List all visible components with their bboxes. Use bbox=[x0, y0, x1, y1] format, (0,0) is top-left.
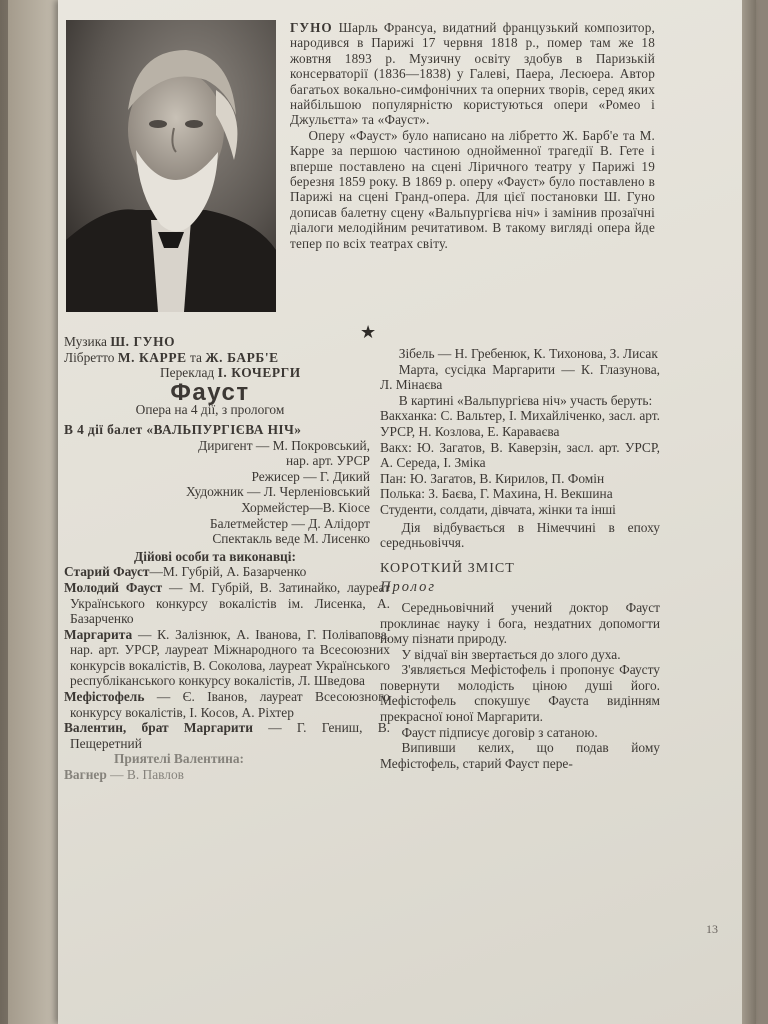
summary-paragraph: Випивши келих, що подав йому Мефістофель, старий Фауст пере- bbox=[380, 740, 660, 771]
composer-name: ГУНО bbox=[290, 20, 333, 35]
role-name: Валентин, брат Маргарити bbox=[64, 720, 253, 736]
summary-paragraph: У відчаї він звертається до злого духа. bbox=[401, 646, 621, 662]
cast-entry bbox=[60, 720, 390, 751]
cast-entry bbox=[60, 580, 390, 627]
performers: — Г. Гениш, В. Пещеретний bbox=[70, 720, 390, 751]
performers: —М. Губрій, А. Базарченко bbox=[149, 564, 307, 580]
bio-paragraph-2: Оперу «Фауст» було написано на лібретто Ж. Барб'е та М. Карре за першою частиною однойменної трагедії В. Гете і вперше поставлено на сцені Ліричного театру у Парижі 19 березня 1859 року. В 1869 р. оперу «Фауст» було поставлено в Парижі на сцені Гранд-опера. Для цієї постановки Ш. Гуно дописав балетну сцену «Вальпургієва ніч» і замінив прозаїчні діалоги мелодійним речитативом. В такому вигляді опера йде тепер по всіх театрах світу. bbox=[290, 127, 655, 251]
summary-heading: КОРОТКИЙ ЗМІСТ bbox=[380, 560, 515, 576]
gounod-portrait bbox=[66, 20, 276, 312]
prologue-heading: Пролог bbox=[380, 579, 437, 596]
summary-paragraph: Середньовічний учений доктор Фауст проклинає науку і бога, нездатних допомогти йому пізнати природу. bbox=[380, 599, 660, 647]
music-composer: Ш. ГУНО bbox=[110, 334, 176, 349]
cast-entry bbox=[60, 564, 390, 580]
summary-paragraph: З'являється Мефістофель і пропонує Фаусту повернути молодість ціною душі його. Мефістофель спокушує Фауста видінням прекрасної юної Маргарити. bbox=[380, 662, 660, 725]
opera-subtitle: Опера на 4 дії, з прологом bbox=[135, 402, 285, 418]
crew-line: Хормейстер—В. Кіосе bbox=[241, 499, 370, 515]
cast-heading: Дійові особи та виконавці: bbox=[134, 548, 296, 564]
libretto-label: Лібретто bbox=[64, 349, 115, 365]
role-name: Маргарита bbox=[64, 626, 133, 642]
crew-line: Режисер — Г. Дикий bbox=[251, 468, 370, 484]
performers: — В. Павлов bbox=[106, 767, 185, 783]
participant-line: Студенти, солдати, дівчата, жінки та інші bbox=[380, 501, 616, 517]
role-name: Вагнер bbox=[64, 767, 107, 783]
credits-column bbox=[60, 334, 390, 783]
crew-line: Балетмейстер — Д. Алідорт bbox=[209, 515, 370, 531]
page-right-shadow bbox=[742, 0, 756, 1024]
translator: І. КОЧЕРГИ bbox=[217, 365, 301, 381]
libretto-and: та bbox=[190, 349, 202, 365]
summary-text bbox=[380, 600, 660, 772]
bio-text-1: Шарль Франсуа, видатний французький композитор, народився в Парижі 17 червня 1818 р., помер там же 18 жовтня 1893 р. Музичну освіту здобув в Паризькій консерваторії (1836—1838) у Галеві, Паера, Лесюера. Автор багатьох вокально-симфонічних та оперних творів, серед яких найбільшою популярністю користуються опери «Ромео і Джульєтта» та «Фауст». bbox=[290, 20, 655, 128]
performers: — Є. Іванов, лауреат Всесоюзного конкурсу вокалістів, І. Косов, А. Ріхтер bbox=[70, 689, 390, 720]
crew-line: нар. арт. УРСР bbox=[286, 453, 370, 469]
translation-label: Переклад bbox=[160, 365, 215, 381]
libretto-author-1: М. КАРРЕ bbox=[117, 349, 187, 365]
setting-note: Дія відбувається в Німеччині в епоху середньовіччя. bbox=[380, 519, 660, 551]
role-name: Молодий Фауст bbox=[64, 579, 163, 595]
page-number: 13 bbox=[706, 922, 718, 936]
participant-line: Вакх: Ю. Загатов, В. Каверзін, засл. арт. УРСР, А. Середа, І. Зміка bbox=[380, 439, 660, 471]
participant-line: Пан: Ю. Загатов, В. Кирилов, П. Фомін bbox=[380, 470, 605, 486]
scene-intro: В картині «Вальпургієва ніч» участь беруть: bbox=[398, 392, 653, 408]
crew-line: Диригент — М. Покровський, bbox=[198, 437, 370, 453]
opera-title: Фауст bbox=[170, 378, 250, 406]
libretto-credit bbox=[60, 350, 390, 366]
role-name: Мефістофель bbox=[64, 689, 145, 705]
performers: — К. Залізнюк, А. Іванова, Г. Полівапова, нар. арт. УРСР, лауреат Міжнародного та Всесоюзних конкурсів вокалістів, В. Соколова, лауреат Українського республіканського конкурсу вокалістів, Л. Шведова bbox=[70, 626, 390, 689]
cast-entry bbox=[60, 689, 390, 720]
cast-entry: Зібель — Н. Гребенюк, К. Тихонова, З. Лисак bbox=[398, 346, 658, 361]
music-credit bbox=[60, 334, 390, 350]
cast-entry bbox=[60, 767, 390, 783]
cast-list bbox=[60, 564, 390, 782]
role-name: Старий Фауст bbox=[64, 564, 150, 580]
role-name: Приятелі Валентина: bbox=[114, 751, 245, 767]
right-column bbox=[380, 346, 660, 771]
cast-entry bbox=[60, 751, 390, 767]
summary-paragraph: Фауст підписує договір з сатаною. bbox=[401, 724, 598, 740]
crew-line: Спектакль веде М. Лисенко bbox=[212, 531, 370, 547]
music-label: Музика bbox=[64, 334, 107, 349]
participant-line: Полька: З. Баєва, Г. Махина, Н. Векшина bbox=[380, 486, 613, 502]
cast-entry bbox=[60, 627, 390, 689]
crew-line: Художник — Л. Черленіовський bbox=[186, 484, 370, 500]
ballet-note: В 4 дії балет «ВАЛЬПУРГІЄВА НІЧ» bbox=[64, 421, 302, 437]
composer-biography bbox=[290, 20, 655, 251]
libretto-author-2: Ж. БАРБ'Е bbox=[205, 349, 279, 365]
performers: — М. Губрій, В. Затинайко, лауреат Українського конкурсу вокалістів ім. Лисенка, А. Базарченко bbox=[70, 579, 390, 627]
bio-paragraph-1 bbox=[290, 20, 655, 128]
portrait-image bbox=[66, 20, 276, 312]
crew-list bbox=[60, 438, 390, 547]
cast-entry: Марта, сусідка Маргарити — К. Глазунова, Л. Мінаєва bbox=[380, 361, 660, 393]
star-ornament: ★ bbox=[360, 322, 377, 342]
participant-line: Вакханка: С. Вальтер, І. Михайліченко, засл. арт. УРСР, Н. Козлова, Е. Караваєва bbox=[380, 408, 660, 439]
